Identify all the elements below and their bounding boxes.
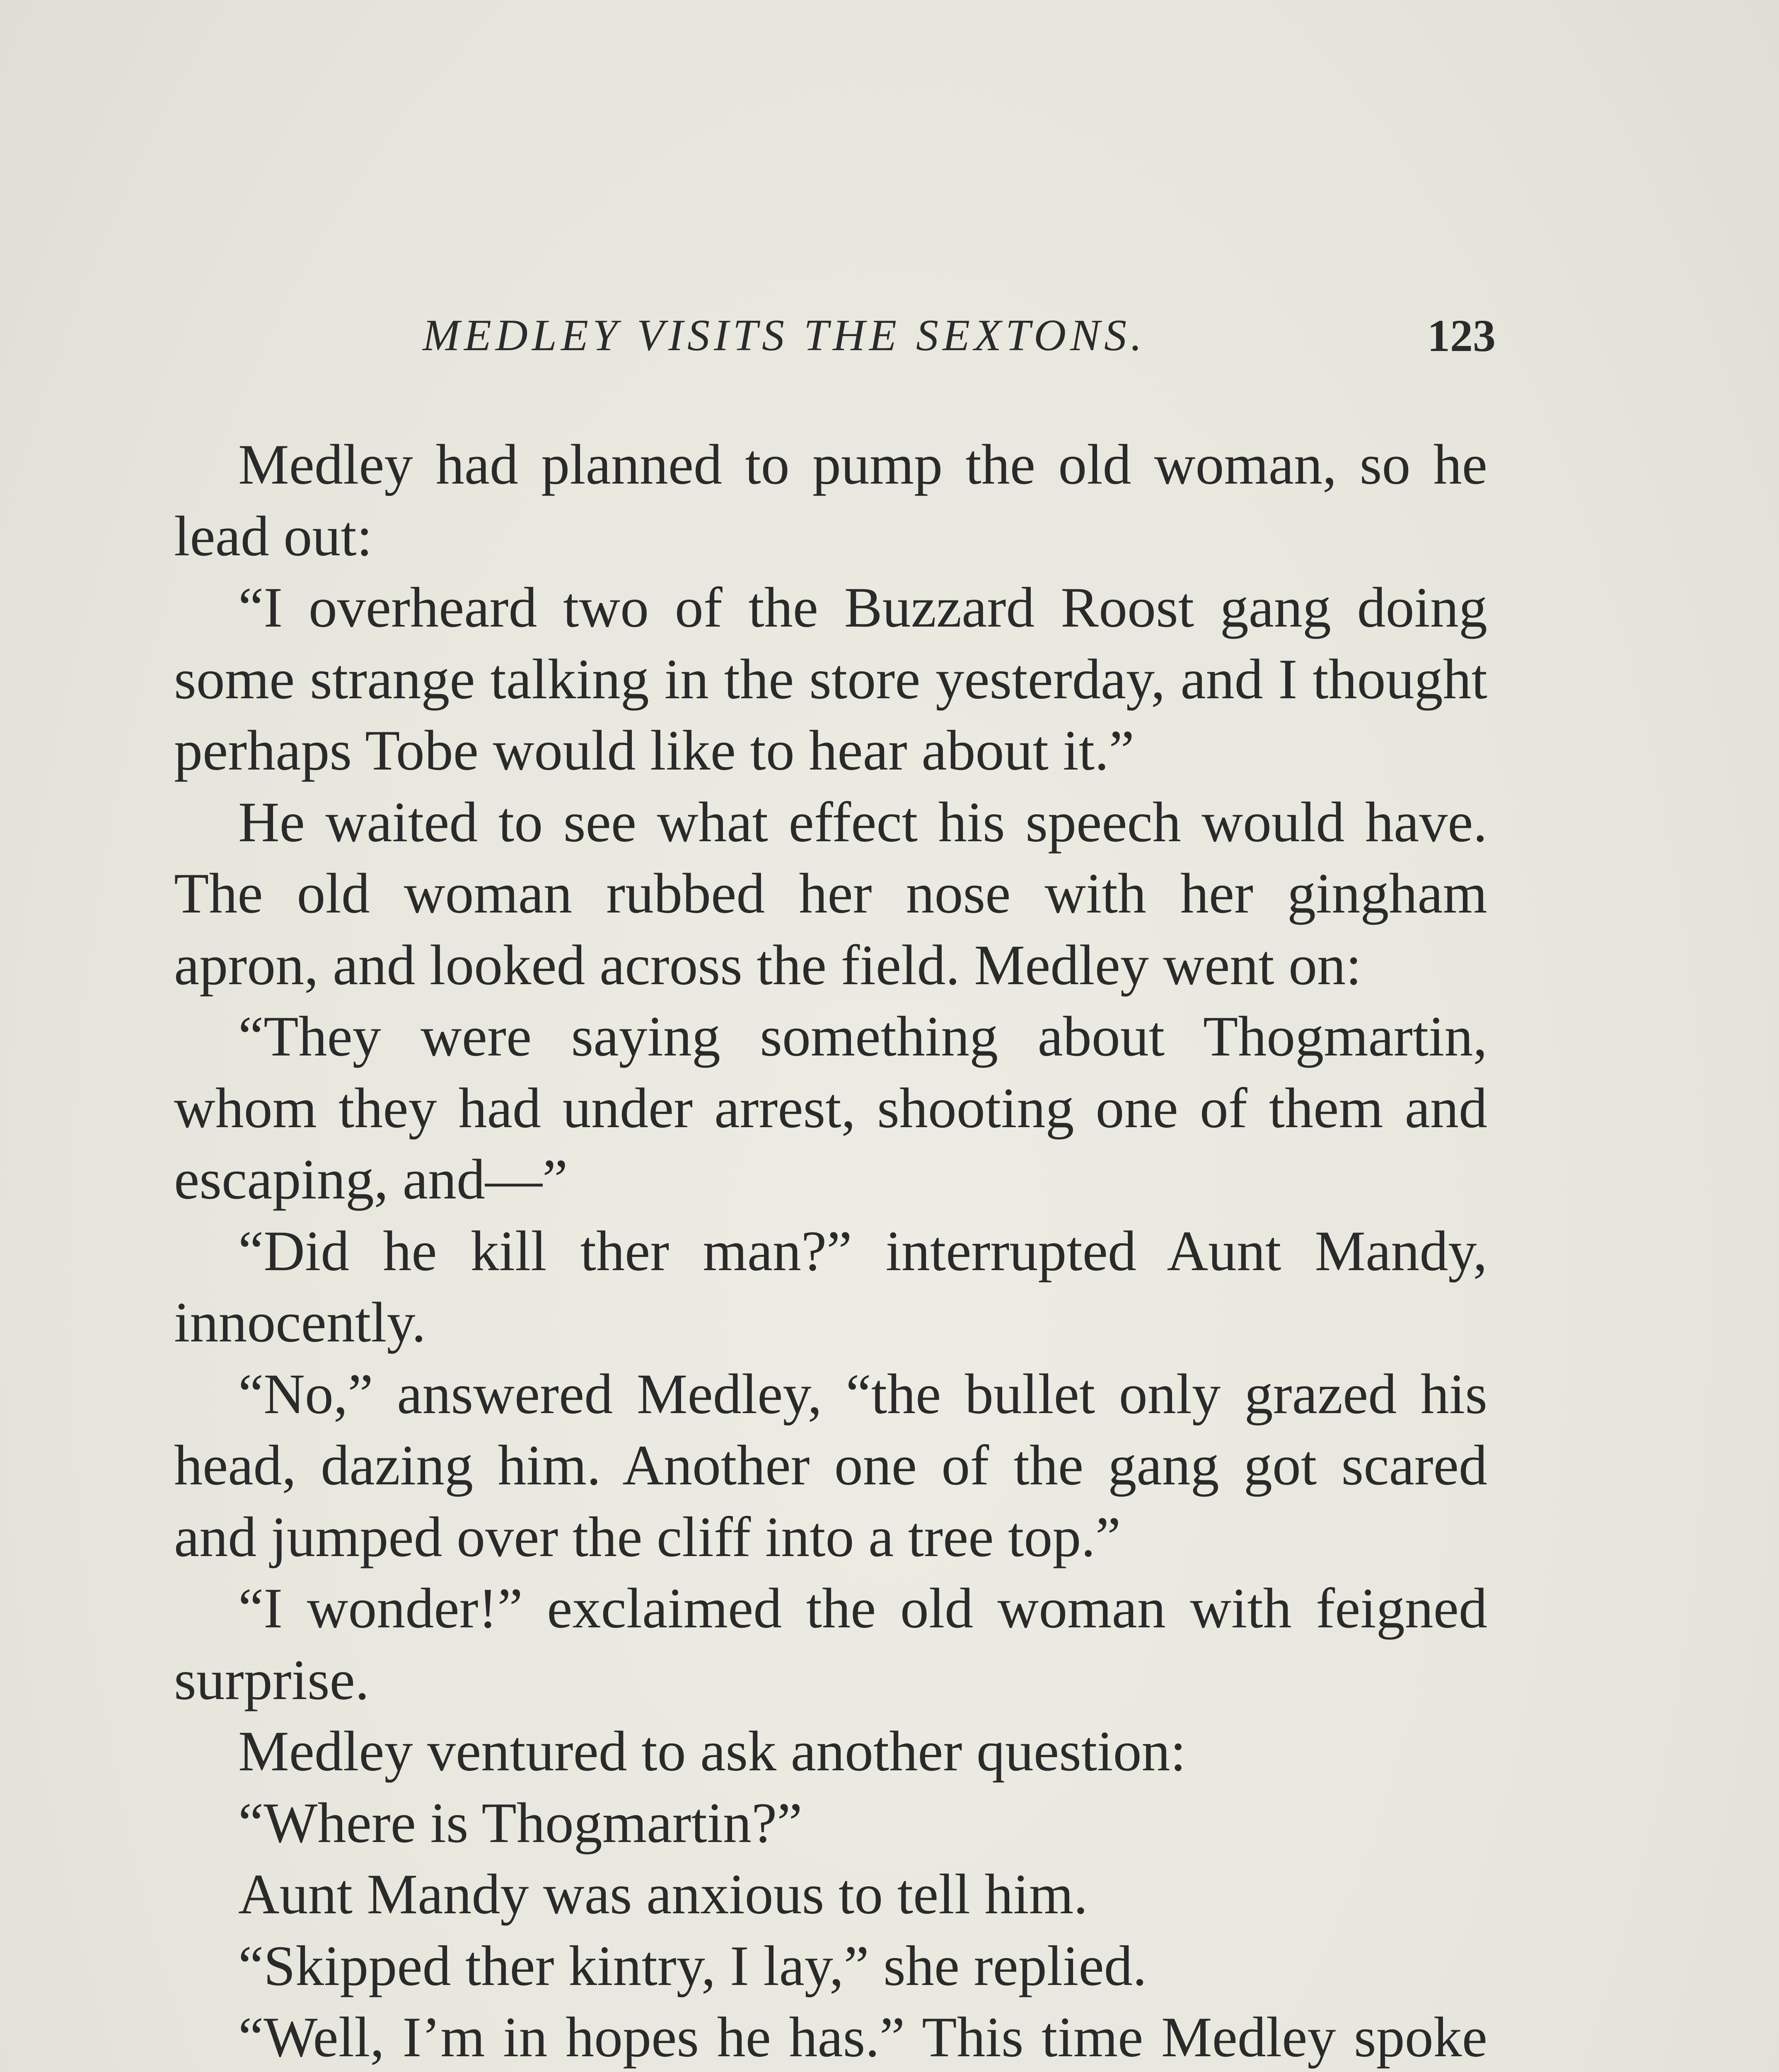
paragraph: Aunt Mandy was anxious to tell him. [238,1862,1088,1926]
paragraph: “They were saying something about Thogmartin, whom they had under arrest, shooting one of them and escaping, and—” [174,1005,1487,1211]
paragraph: “Where is Thogmartin?” [238,1791,802,1854]
paragraph: He waited to see what effect his speech would have. The old woman rubbed her nose with her gingham apron, and looked across the field. Medley went on: [174,790,1487,997]
paragraph: Medley ventured to ask another question: [238,1719,1186,1783]
page-number: 123 [1427,310,1496,361]
body-text [174,429,1487,2072]
paragraph: “Skipped ther kintry, I lay,” she replied. [238,1934,1147,1997]
paragraph: “No,” answered Medley, “the bullet only grazed his head, dazing him. Another one of the gang got scared and jumped over the cliff into a tree top.” [174,1362,1487,1569]
paragraph: “I overheard two of the Buzzard Roost gang doing some strange talking in the store yesterday, and I thought perhaps Tobe would like to hear about it.” [174,576,1487,782]
running-head [174,303,1496,369]
running-title: MEDLEY VISITS THE SEXTONS. [423,311,1146,360]
paragraph: “Well, I’m in hopes he has.” This time Medley spoke [238,2005,1487,2069]
paragraph: “I wonder!” exclaimed the old woman with feigned surprise. [174,1576,1487,1711]
paragraph: “Did he kill ther man?” interrupted Aunt Mandy, innocently. [174,1219,1487,1354]
paragraph: Medley had planned to pump the old woman, so he lead out: [174,433,1487,568]
